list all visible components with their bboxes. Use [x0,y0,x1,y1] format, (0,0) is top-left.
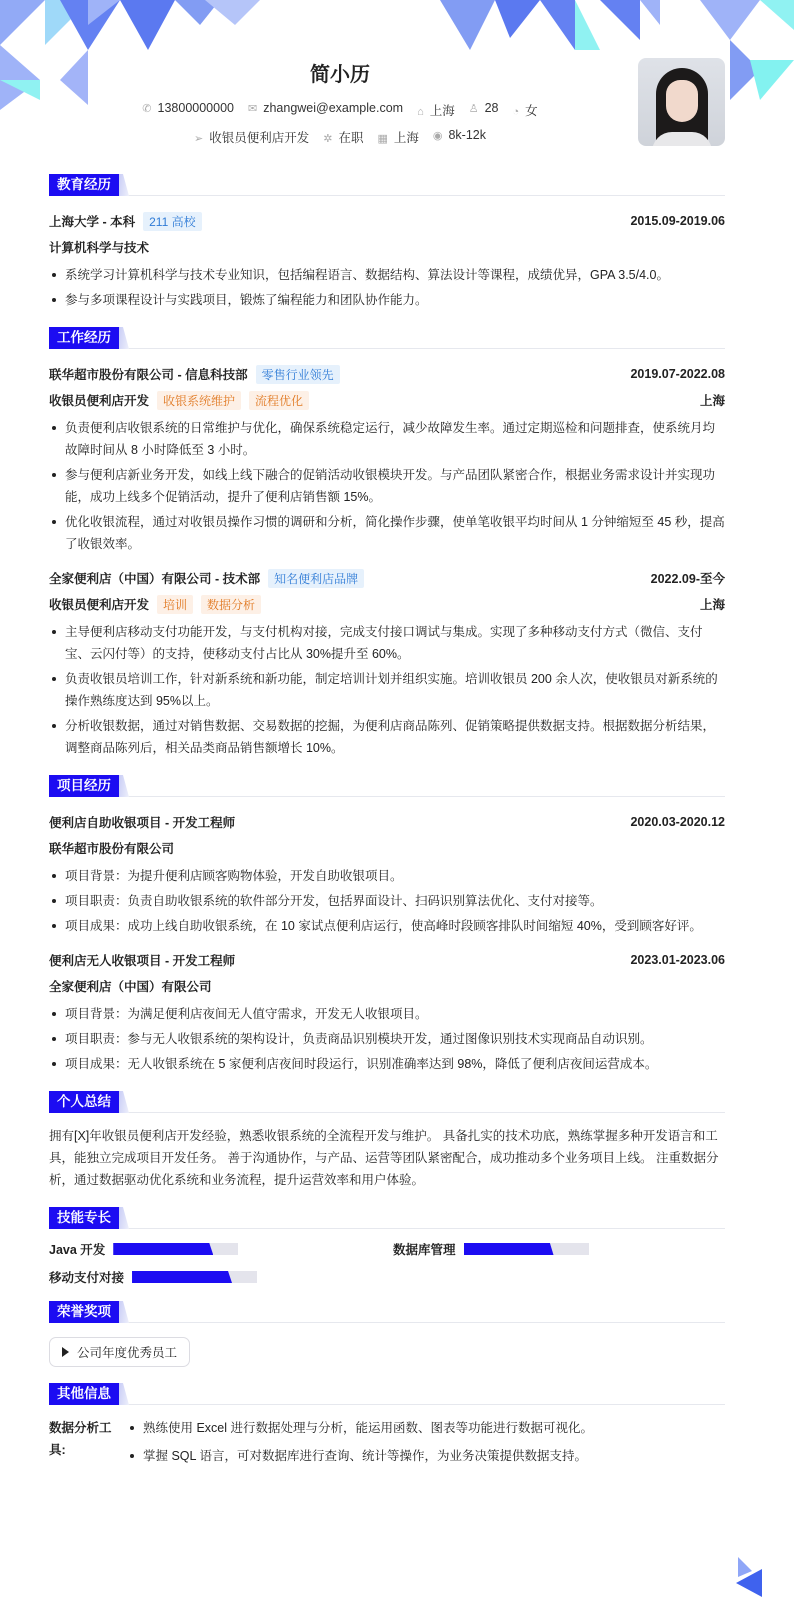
project-entry [49,809,725,937]
list-item: 系统学习计算机科学与技术专业知识，包括编程语言、数据结构、算法设计等课程，成绩优异，GPA 3.5/4.0。 [49,264,725,286]
list-item: 分析收银数据，通过对销售数据、交易数据的挖掘，为便利店商品陈列、促销策略提供数据支持。根据数据分析结果，调整商品陈列后，相关品类商品销售额增长 10%。 [49,715,725,759]
list-item: 优化收银流程，通过对收银员操作习惯的调研和分析，简化操作步骤，使单笔收银平均时间从 1 分钟缩短至 45 秒，提高了收银效率。 [49,511,725,555]
award-item [49,1337,190,1367]
list-item: 项目成果：无人收银系统在 5 家便利店夜间时段运行，识别准确率达到 98%，降低了便利店夜间运营成本。 [49,1053,725,1075]
list-item: 参与便利店新业务开发，如线上线下融合的促销活动收银模块开发。与产品团队紧密合作，根据业务需求设计并实现功能，成功上线多个促销活动，提升了便利店销售额 15%。 [49,464,725,508]
company: 联华超市股份有限公司 - 信息科技部 [49,368,248,382]
award-name: 公司年度优秀员工 [77,1346,178,1360]
age: 28 [484,101,499,115]
list-item: 项目成果：成功上线自助收银系统，在 10 家试点便利店运行，使高峰时段顾客排队时间缩短 40%，受到顾客好评。 [49,915,725,937]
email: zhangwei@example.com [263,101,404,115]
target-city: 上海 [393,131,419,145]
role: 收银员便利店开发 [49,394,150,408]
skill-bar-fill [464,1243,554,1255]
building-icon: ▦ [377,133,388,145]
work-section [49,327,725,759]
role: 收银员便利店开发 [49,598,150,612]
candidate-name: 简小历 [310,64,370,86]
school: 上海大学 - 本科 [49,215,136,229]
status: 在职 [338,131,364,145]
project-company: 全家便利店（中国）有限公司 [49,980,212,994]
list-item: 掌握 SQL 语言，可对数据库进行查询、统计等操作，为业务决策提供数据支持。 [127,1445,593,1467]
status-icon: ✲ [323,133,333,145]
home-icon: ⌂ [417,106,424,118]
skill-name: Java 开发 [49,1243,106,1257]
skills-section [49,1207,725,1285]
section-title: 个人总结 [49,1091,119,1113]
phone-icon: ✆ [142,103,152,115]
contact-info [0,101,680,119]
list-item: 项目职责：参与无人收银系统的架构设计，负责商品识别模块开发，通过图像识别技术实现商品自动识别。 [49,1028,725,1050]
email-icon: ✉ [248,103,258,115]
city: 上海 [699,598,725,612]
section-title: 项目经历 [49,775,119,797]
skill-tag: 流程优化 [249,391,309,410]
date: 2019.07-2022.08 [630,367,725,381]
section-title: 工作经历 [49,327,119,349]
section-title: 教育经历 [49,174,119,196]
city: 上海 [429,104,455,118]
skill-bar-fill [132,1271,232,1283]
date: 2023.01-2023.06 [630,953,725,967]
list-item: 参与多项课程设计与实践项目，锻炼了编程能力和团队协作能力。 [49,289,725,311]
skill-tag: 数据分析 [201,595,261,614]
skill-bar [132,1271,257,1283]
company-tag: 知名便利店品牌 [268,569,364,588]
skill-tag: 收银系统维护 [157,391,241,410]
list-item: 负责收银员培训工作，针对新系统和新功能，制定培训计划并组织实施。培训收银员 200 余人次，使收银员对新系统的操作熟练度达到 95%以上。 [49,668,725,712]
age-icon: ♙ [468,103,479,115]
gender: 女 [525,104,538,118]
company-tag: 零售行业领先 [256,365,340,384]
projects-section [49,775,725,1075]
skill-item [49,1241,393,1257]
position: 收银员便利店开发 [209,131,310,145]
triangle-icon [62,1347,69,1357]
job-intent [0,128,680,146]
list-item: 负责便利店收银系统的日常维护与优化，确保系统稳定运行，减少故障发生率。通过定期巡检和问题排查，使系统月均故障时间从 8 小时降低至 3 小时。 [49,417,725,461]
salary: 8k-12k [448,128,487,142]
skill-name: 数据库管理 [393,1243,456,1257]
skill-bar-fill [113,1243,213,1255]
send-icon: ➢ [193,133,204,145]
section-title: 技能专长 [49,1207,119,1229]
other-label: 数据分析工具: [49,1421,112,1457]
skill-bar [113,1243,238,1255]
project-company: 联华超市股份有限公司 [49,842,175,856]
date: 2020.03-2020.12 [630,815,725,829]
avatar-photo [638,58,725,146]
major: 计算机科学与技术 [49,241,150,255]
list-item: 项目职责：负责自助收银系统的软件部分开发，包括界面设计、扫码识别算法优化、支付对接等。 [49,890,725,912]
education-section [49,174,725,311]
awards-section [49,1301,725,1367]
resume-header [0,0,794,160]
skill-tag: 培训 [157,595,193,614]
project-name: 便利店自助收银项目 - 开发工程师 [49,816,236,830]
section-title: 荣誉奖项 [49,1301,119,1323]
skill-item [393,1241,723,1257]
work-entry [49,361,725,555]
list-item: 项目背景：为满足便利店夜间无人值守需求，开发无人收银项目。 [49,1003,725,1025]
company: 全家便利店（中国）有限公司 - 技术部 [49,572,261,586]
summary-text: 拥有[X]年收银员便利店开发经验，熟悉收银系统的全流程开发与维护。 具备扎实的技术功底，熟练掌握多种开发语言和工具，能独立完成项目开发任务。 善于沟通协作，与产品、运营等团队紧密配合，成功推动多个业务项目上线。 注重数据分析，通过数据驱动优化系统和业务流程，提升运营效率和用户体验。 [49,1129,719,1187]
phone: 13800000000 [157,101,234,115]
skill-item [49,1269,393,1285]
list-item: 主导便利店移动支付功能开发，与支付机构对接，完成支付接口调试与集成。实现了多种移动支付方式（微信、支付宝、云闪付等）的支持，使移动支付占比从 30%提升至 60%。 [49,621,725,665]
list-item: 项目背景：为提升便利店顾客购物体验，开发自助收银项目。 [49,865,725,887]
skill-name: 移动支付对接 [49,1271,125,1285]
summary-section [49,1091,725,1191]
list-item: 熟练使用 Excel 进行数据处理与分析，能运用函数、图表等功能进行数据可视化。 [127,1417,593,1439]
work-entry [49,565,725,759]
other-section [49,1383,725,1473]
gender-icon: ◔ [512,106,520,118]
school-tag: 211 高校 [143,212,201,231]
salary-icon: ◉ [432,130,443,142]
city: 上海 [699,394,725,408]
section-title: 其他信息 [49,1383,119,1405]
project-entry [49,947,725,1075]
date: 2015.09-2019.06 [630,214,725,228]
project-name: 便利店无人收银项目 - 开发工程师 [49,954,236,968]
skill-bar [464,1243,589,1255]
date: 2022.09-至今 [650,572,725,586]
corner-decoration [732,1557,766,1597]
